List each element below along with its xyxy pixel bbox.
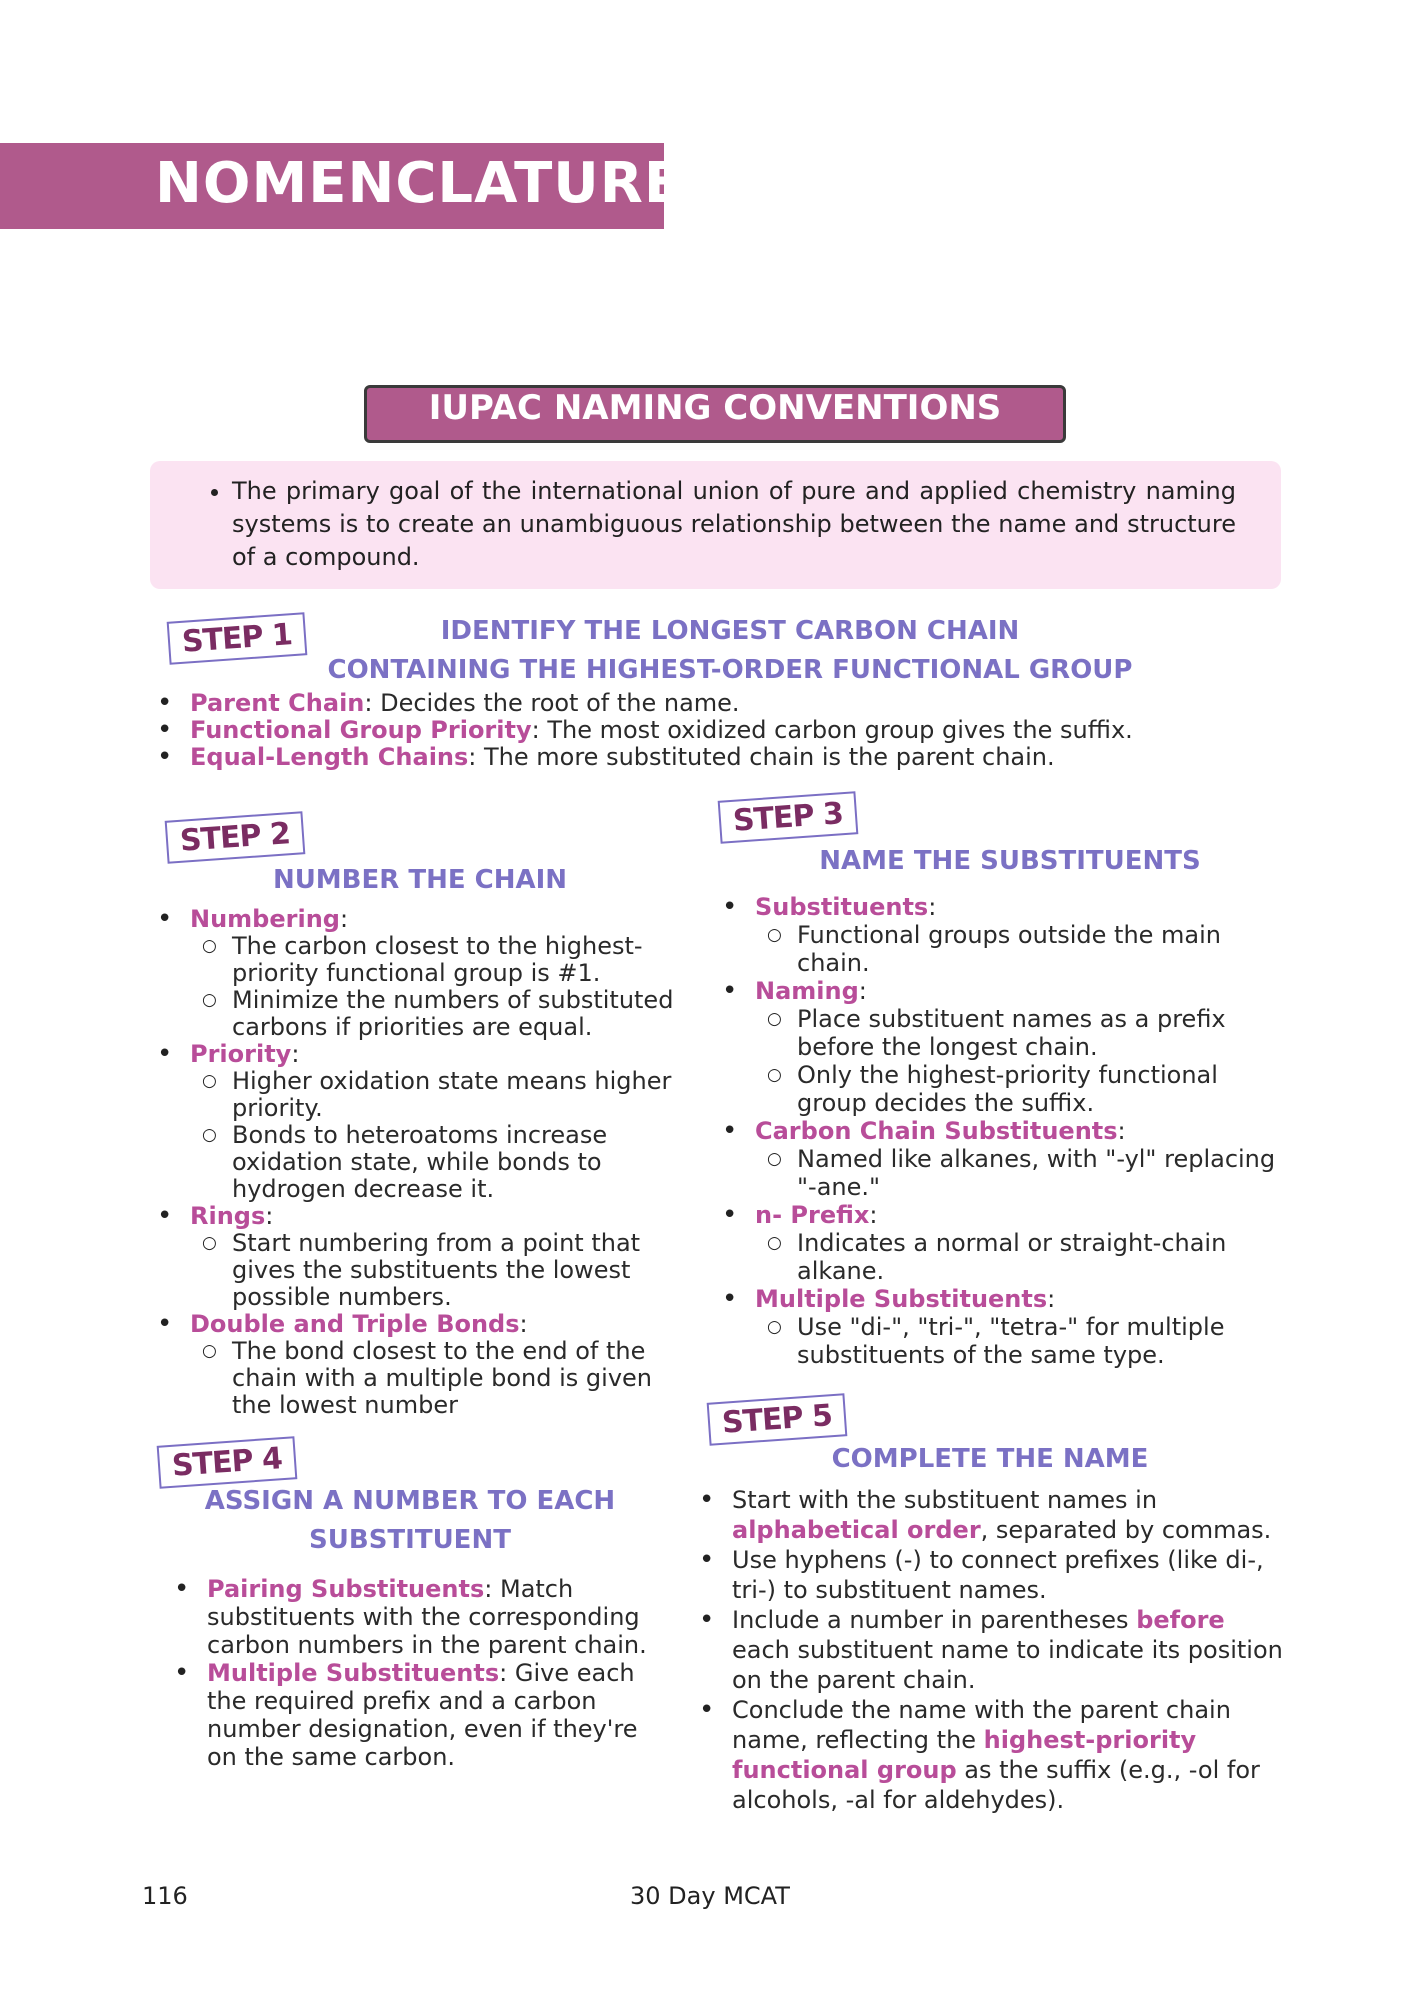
colon: :: [291, 1040, 300, 1068]
sub-item: ○ Named like alkanes, with "-yl" replacing "-ane.": [797, 1145, 1290, 1201]
list-item: [755, 1201, 1290, 1285]
list-item: [207, 1659, 672, 1771]
sub-item: ○ Minimize the numbers of substituted carbons if priorities are equal.: [232, 987, 685, 1041]
footer-title: 30 Day MCAT: [630, 1882, 790, 1910]
step2-badge: STEP 2: [165, 811, 306, 864]
term: Substituents: [755, 893, 929, 921]
sub-item: ○ The carbon closest to the highest-priority functional group is #1.: [232, 933, 685, 987]
page-title: NOMENCLATURE: [155, 151, 684, 216]
step3-title: NAME THE SUBSTITUENTS: [819, 846, 1201, 876]
section-title: IUPAC NAMING CONVENTIONS: [428, 388, 1002, 428]
sub-item: ○ Start numbering from a point that gives the substituents the lowest possible numbers.: [232, 1230, 685, 1311]
term-text: : Match substituents with the corresponding carbon numbers in the parent chain.: [207, 1575, 647, 1659]
list-item: [190, 744, 1275, 771]
step5-badge: STEP 5: [707, 1393, 848, 1446]
list-item: [732, 1545, 1287, 1605]
term: Rings: [190, 1202, 266, 1230]
colon: :: [339, 905, 349, 933]
term: Multiple Substituents: [755, 1285, 1048, 1313]
intro-text: • The primary goal of the international union of pure and applied chemistry naming systems is to create an unambiguous relationship between the name and structure of a compound.: [232, 475, 1236, 574]
step1-title: [250, 612, 1210, 690]
page-number: 116: [142, 1882, 188, 1910]
item-text: Conclude the name with the parent chain name, reflecting the: [732, 1696, 1231, 1754]
step1-title-line1: IDENTIFY THE LONGEST CARBON CHAIN: [440, 616, 1020, 646]
title-banner: [0, 143, 684, 229]
term: Double and Triple Bonds: [190, 1310, 520, 1338]
step4-title: [190, 1482, 630, 1560]
list-item: [207, 1575, 672, 1659]
step3-badge: STEP 3: [718, 791, 859, 844]
list-item: [190, 690, 1275, 717]
term-text: : Give each the required prefix and a carbon number designation, even if they're on the same carbon.: [207, 1659, 638, 1771]
list-item: [755, 1117, 1290, 1201]
step5-title: COMPLETE THE NAME: [831, 1444, 1149, 1474]
list-item: [732, 1485, 1287, 1545]
term: before: [1136, 1606, 1225, 1634]
step2-title: NUMBER THE CHAIN: [272, 865, 568, 895]
colon: :: [928, 893, 937, 921]
item-text: Use hyphens (-) to connect prefixes (like di-, tri-) to substituent names.: [732, 1546, 1264, 1604]
term: Multiple Substituents: [207, 1659, 500, 1687]
term: Priority: [190, 1040, 292, 1068]
step1-badge: STEP 1: [167, 612, 308, 665]
term-text: : Decides the root of the name.: [364, 689, 740, 717]
list-item: [755, 977, 1290, 1117]
item-text: , separated by commas.: [980, 1516, 1272, 1544]
term: Naming: [755, 977, 859, 1005]
item-text: Include a number in parentheses: [732, 1606, 1137, 1634]
colon: :: [869, 1201, 878, 1229]
sub-item: ○ Functional groups outside the main chain.: [797, 921, 1290, 977]
step5-list: [697, 1485, 1287, 1815]
term: highest-priority functional group: [732, 1726, 1197, 1784]
term: Numbering: [190, 905, 340, 933]
list-item: [190, 717, 1275, 744]
term: n- Prefix: [755, 1201, 870, 1229]
list-item: [190, 1311, 685, 1419]
step4-title-line2: SUBSTITUENT: [309, 1525, 511, 1555]
term-text: : The most oxidized carbon group gives the suffix.: [531, 716, 1133, 744]
term: Equal-Length Chains: [190, 743, 469, 771]
item-text: as the suffix (e.g., -ol for alcohols, -al for aldehydes).: [732, 1756, 1260, 1814]
sub-item: ○ Bonds to heteroatoms increase oxidation state, while bonds to hydrogen decrease it.: [232, 1122, 685, 1203]
sub-item: ○ Indicates a normal or straight-chain alkane.: [797, 1229, 1290, 1285]
sub-item: ○ Use "di-", "tri-", "tetra-" for multiple substituents of the same type.: [797, 1313, 1290, 1369]
step4-list: [172, 1575, 672, 1771]
term: Functional Group Priority: [190, 716, 532, 744]
colon: :: [1117, 1117, 1126, 1145]
term: Parent Chain: [190, 689, 365, 717]
step2-list: [155, 906, 685, 1419]
step1-list: [155, 690, 1275, 771]
sub-item: ○ The bond closest to the end of the chain with a multiple bond is given the lowest number: [232, 1338, 685, 1419]
intro-box: [150, 461, 1281, 589]
step4-badge: STEP 4: [157, 1436, 298, 1489]
list-item: [190, 1041, 685, 1203]
colon: :: [265, 1202, 274, 1230]
term-text: : The more substituted chain is the parent chain.: [468, 743, 1055, 771]
colon: :: [1047, 1285, 1056, 1313]
sub-item: ○ Place substituent names as a prefix before the longest chain.: [797, 1005, 1290, 1061]
term: Carbon Chain Substituents: [755, 1117, 1118, 1145]
item-text: each substituent name to indicate its position on the parent chain.: [732, 1636, 1283, 1694]
item-text: Start with the substituent names in: [732, 1486, 1158, 1514]
step1-title-line2: CONTAINING THE HIGHEST-ORDER FUNCTIONAL GROUP: [327, 655, 1133, 685]
list-item: [190, 1203, 685, 1311]
term: alphabetical order: [732, 1516, 981, 1544]
step4-title-line1: ASSIGN A NUMBER TO EACH: [204, 1486, 616, 1516]
list-item: [755, 893, 1290, 977]
colon: :: [519, 1310, 528, 1338]
sub-item: ○ Only the highest-priority functional group decides the suffix.: [797, 1061, 1290, 1117]
colon: :: [858, 977, 867, 1005]
list-item: [732, 1695, 1287, 1815]
section-header: [364, 385, 1066, 443]
step3-list: [720, 893, 1290, 1369]
term: Pairing Substituents: [207, 1575, 485, 1603]
list-item: [755, 1285, 1290, 1369]
sub-item: ○ Higher oxidation state means higher priority.: [232, 1068, 685, 1122]
list-item: [190, 906, 685, 1041]
list-item: [732, 1605, 1287, 1695]
